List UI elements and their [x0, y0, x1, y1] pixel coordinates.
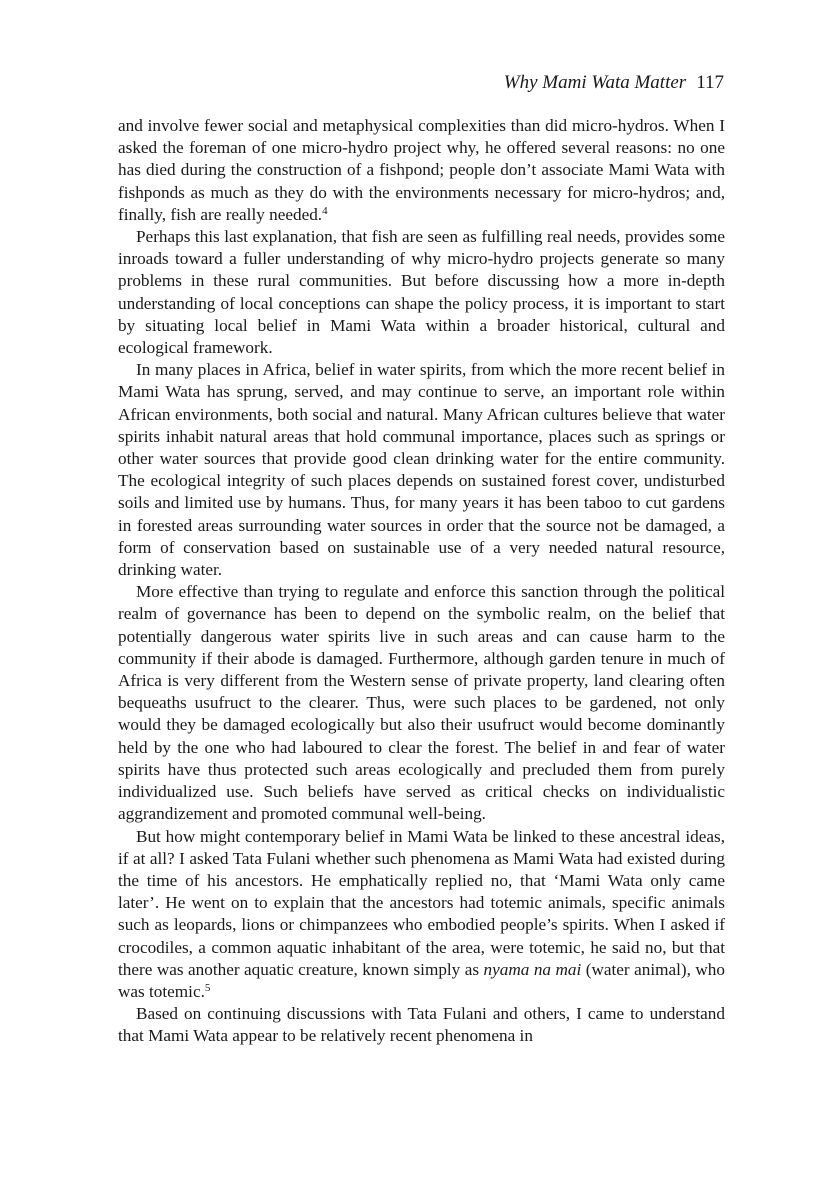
- paragraph: [118, 226, 725, 359]
- paragraph-text: and involve fewer social and metaphysical complexities than did micro-hydros. When I asked the foreman of one micro-hydro project why, he offered several reasons: no one has died during the construction of a fishpond; people don’t associate Mami Wata with fishponds as much as they do with the environments necessary for micro-hydros; and, finally, fish are really needed.: [118, 116, 725, 224]
- page-number: 117: [696, 72, 724, 93]
- footnote-marker: 5: [204, 981, 211, 994]
- body-text: [118, 115, 725, 1048]
- running-head-title: Why Mami Wata Matter: [503, 72, 687, 93]
- paragraph-text: More effective than trying to regulate and enforce this sanction through the political realm of governance has been to depend on the symbolic realm, on the belief that potentially dangerous water spirits live in such areas and can cause harm to the community if their abode is damaged. Furthermore, although garden tenure in much of Africa is very different from the Western sense of private property, land clearing often bequeaths usufruct to the clearer. Thus, were such places to be gardened, not only would they be damaged ecologically but also their usufruct would become dominantly held by the one who had laboured to clear the forest. The belief in and fear of water spirits have thus protected such areas ecologically and precluded them from purely individualized use. Such beliefs have served as critical checks on individualistic aggrandizement and promoted communal well-being.: [118, 582, 725, 824]
- paragraph: [118, 1003, 725, 1047]
- paragraph-text: Perhaps this last explanation, that fish are seen as fulfilling real needs, provides some inroads toward a fuller understanding of why micro-hydro projects generate so many problems in these rural communities. But before discussing how a more in-depth understanding of local conceptions can shape the policy process, it is important to start by situating local belief in Mami Wata within a broader historical, cultural and ecological framework.: [118, 227, 725, 358]
- paragraph: [118, 581, 725, 825]
- paragraph-text: But how might contemporary belief in Mami Wata be linked to these ancestral ideas, if at all? I asked Tata Fulani whether such phenomena as Mami Wata had existed during the time of his ancestors. He emphatically replied no, that ‘Mami Wata only came later’. He went on to explain that the ancestors had totemic animals, specific animals such as leopards, lions or chimpanzees who embodied people’s spirits. When I asked if crocodiles, a common aquatic inhabitant of the area, were totemic, he said no, but that there was another aquatic creature, known simply as: [118, 826, 725, 979]
- paragraph-text: Based on continuing discussions with Tata Fulani and others, I came to understand that Mami Wata appear to be relatively recent phenomena in: [118, 1004, 725, 1046]
- paragraph-text: In many places in Africa, belief in water spirits, from which the more recent belief in Mami Wata has sprung, served, and may continue to serve, an important role within African environments, both social and natural. Many African cultures believe that water spirits inhabit natural areas that hold communal importance, places such as springs or other water sources that provide good clean drinking water for the entire community. The ecological integrity of such places depends on sustained forest cover, undisturbed soils and limited use by humans. Thus, for many years it has been taboo to cut gardens in forested areas surrounding water sources in order that the source not be damaged, a form of conservation based on sustainable use of a very needed natural resource, drinking water.: [118, 360, 725, 580]
- footnote-marker: 4: [322, 204, 328, 217]
- paragraph-continuation: [118, 115, 725, 226]
- italic-term: nyama na mai: [483, 959, 582, 979]
- paragraph-text: (water animal), who was totemic.: [118, 959, 725, 1001]
- paragraph: [118, 359, 725, 581]
- running-head: [504, 71, 724, 95]
- paragraph: [118, 826, 725, 1004]
